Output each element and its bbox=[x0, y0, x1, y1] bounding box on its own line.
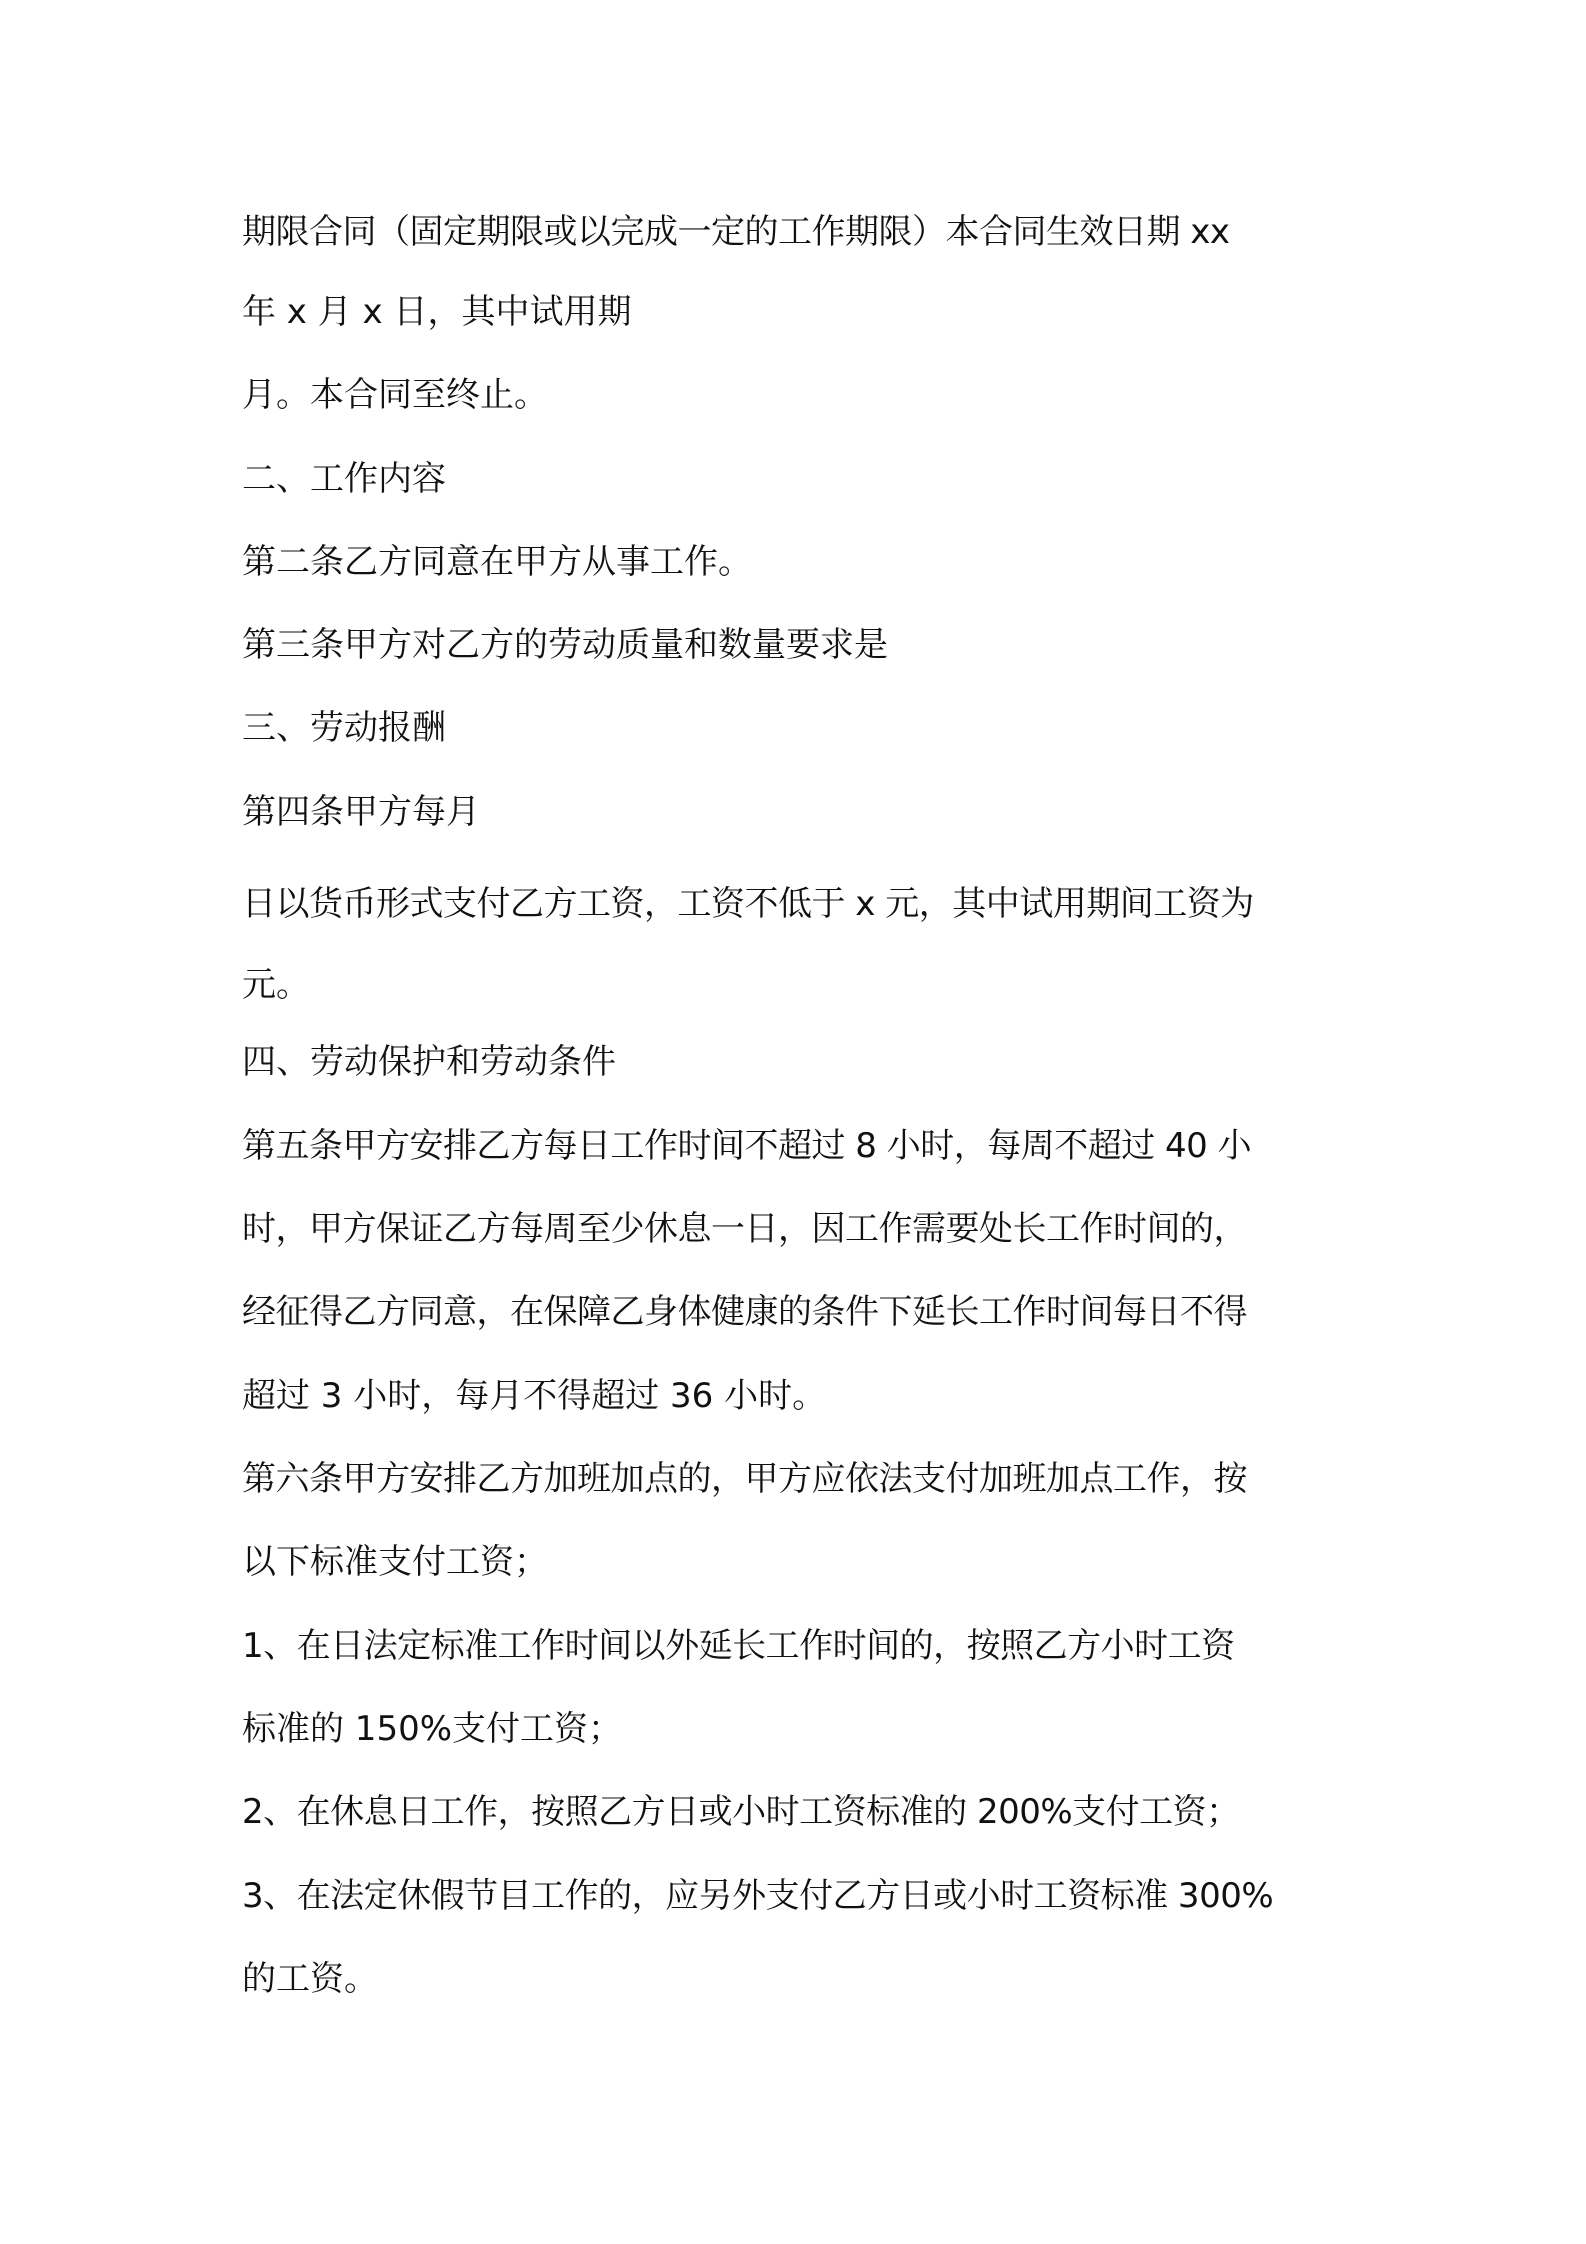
paragraph-line: 时，甲方保证乙方每周至少休息一日，因工作需要处长工作时间的， bbox=[242, 1209, 1247, 1249]
paragraph-line: 经征得乙方同意，在保障乙身体健康的条件下延长工作时间每日不得 bbox=[242, 1292, 1247, 1332]
paragraph-line: 超过 3 小时，每月不得超过 36 小时。 bbox=[242, 1376, 827, 1416]
paragraph-line: 期限合同（固定期限或以完成一定的工作期限）本合同生效日期 xx bbox=[242, 212, 1230, 252]
paragraph-line: 月。本合同至终止。 bbox=[242, 375, 548, 415]
section-heading: 三、劳动报酬 bbox=[242, 708, 446, 748]
paragraph-line: 第四条甲方每月 bbox=[242, 792, 480, 832]
paragraph-line: 第二条乙方同意在甲方从事工作。 bbox=[242, 542, 752, 582]
list-item: 3、在法定休假节目工作的，应另外支付乙方日或小时工资标准 300% bbox=[242, 1876, 1274, 1916]
paragraph-line: 第五条甲方安排乙方每日工作时间不超过 8 小时，每周不超过 40 小 bbox=[242, 1126, 1252, 1166]
section-heading: 四、劳动保护和劳动条件 bbox=[242, 1042, 616, 1082]
paragraph-line: 以下标准支付工资； bbox=[242, 1542, 548, 1582]
paragraph-line: 元。 bbox=[242, 965, 310, 1005]
list-item: 1、在日法定标准工作时间以外延长工作时间的，按照乙方小时工资 bbox=[242, 1626, 1235, 1666]
list-item: 2、在休息日工作，按照乙方日或小时工资标准的 200%支付工资； bbox=[242, 1792, 1240, 1832]
paragraph-line: 第六条甲方安排乙方加班加点的，甲方应依法支付加班加点工作，按 bbox=[242, 1459, 1247, 1499]
paragraph-line: 的工资。 bbox=[242, 1959, 378, 1999]
paragraph-line: 年 x 月 x 日，其中试用期 bbox=[242, 292, 632, 332]
paragraph-line: 标准的 150%支付工资； bbox=[242, 1709, 623, 1749]
paragraph-line: 第三条甲方对乙方的劳动质量和数量要求是 bbox=[242, 625, 888, 665]
paragraph-line: 日以货币形式支付乙方工资，工资不低于 x 元，其中试用期间工资为 bbox=[242, 884, 1254, 924]
section-heading: 二、工作内容 bbox=[242, 459, 446, 499]
